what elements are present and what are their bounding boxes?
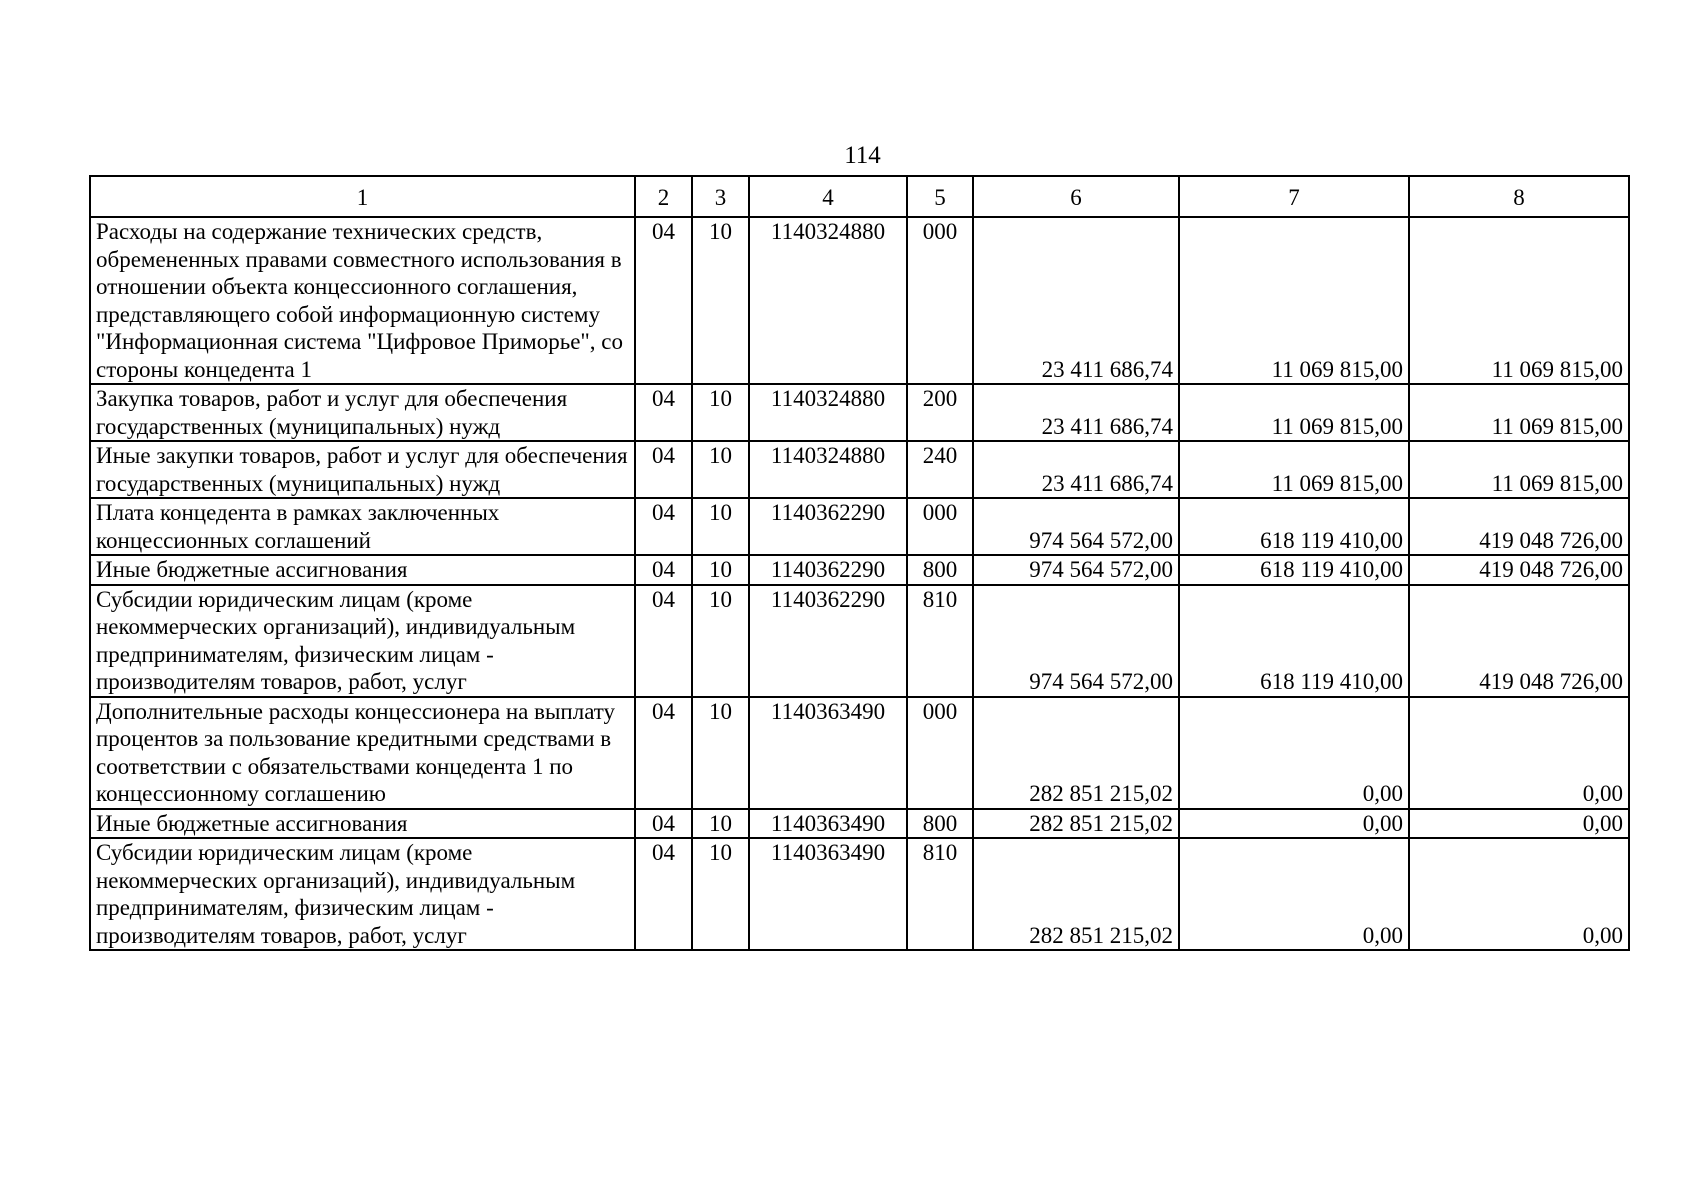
table-body bbox=[90, 176, 1629, 950]
target-article-code-cell: 1140324880 bbox=[749, 217, 907, 384]
subsection-code-cell: 10 bbox=[692, 384, 749, 441]
amount-col8-cell: 0,00 bbox=[1409, 697, 1629, 809]
section-code-cell: 04 bbox=[635, 838, 692, 950]
row-name-cell: Иные бюджетные ассигнования bbox=[90, 809, 635, 839]
expense-type-code-cell: 240 bbox=[907, 441, 973, 498]
table-row bbox=[90, 838, 1629, 950]
target-article-code-cell: 1140324880 bbox=[749, 384, 907, 441]
amount-col6-cell: 23 411 686,74 bbox=[973, 441, 1179, 498]
row-name-cell: Иные бюджетные ассигнования bbox=[90, 555, 635, 585]
row-name-cell: Дополнительные расходы концессионера на выплату процентов за пользование кредитными средствами в соответствии с обязательствами концедента 1 по концессионному соглашению bbox=[90, 697, 635, 809]
subsection-code-cell: 10 bbox=[692, 697, 749, 809]
table-row bbox=[90, 441, 1629, 498]
amount-col7-cell: 0,00 bbox=[1179, 838, 1409, 950]
subsection-code-cell: 10 bbox=[692, 585, 749, 697]
subsection-code-cell: 10 bbox=[692, 441, 749, 498]
amount-col7-cell: 11 069 815,00 bbox=[1179, 441, 1409, 498]
target-article-code-cell: 1140362290 bbox=[749, 498, 907, 555]
target-article-code-cell: 1140362290 bbox=[749, 555, 907, 585]
section-code-cell: 04 bbox=[635, 441, 692, 498]
table-row bbox=[90, 809, 1629, 839]
table-row bbox=[90, 697, 1629, 809]
target-article-code-cell: 1140363490 bbox=[749, 809, 907, 839]
section-code-cell: 04 bbox=[635, 217, 692, 384]
section-code-cell: 04 bbox=[635, 555, 692, 585]
table-row bbox=[90, 384, 1629, 441]
amount-col8-cell: 419 048 726,00 bbox=[1409, 498, 1629, 555]
row-name-cell: Субсидии юридическим лицам (кроме некоммерческих организаций), индивидуальным предпринимателям, физическим лицам - производителям товаров, работ, услуг bbox=[90, 838, 635, 950]
amount-col8-cell: 0,00 bbox=[1409, 809, 1629, 839]
amount-col8-cell: 11 069 815,00 bbox=[1409, 384, 1629, 441]
section-code-cell: 04 bbox=[635, 585, 692, 697]
row-name-cell: Закупка товаров, работ и услуг для обеспечения государственных (муниципальных) нужд bbox=[90, 384, 635, 441]
amount-col7-cell: 11 069 815,00 bbox=[1179, 217, 1409, 384]
amount-col6-cell: 974 564 572,00 bbox=[973, 555, 1179, 585]
table-row bbox=[90, 498, 1629, 555]
amount-col6-cell: 282 851 215,02 bbox=[973, 697, 1179, 809]
amount-col6-cell: 23 411 686,74 bbox=[973, 217, 1179, 384]
column-header-6: 6 bbox=[973, 176, 1179, 217]
page-number: 114 bbox=[844, 142, 881, 169]
amount-col8-cell: 11 069 815,00 bbox=[1409, 217, 1629, 384]
amount-col8-cell: 419 048 726,00 bbox=[1409, 585, 1629, 697]
amount-col8-cell: 0,00 bbox=[1409, 838, 1629, 950]
expense-type-code-cell: 800 bbox=[907, 555, 973, 585]
column-header-2: 2 bbox=[635, 176, 692, 217]
amount-col7-cell: 618 119 410,00 bbox=[1179, 498, 1409, 555]
row-name-cell: Расходы на содержание технических средств, обремененных правами совместного использования в отношении объекта концессионного соглашения, представляющего собой информационную систему "Информационная система "Цифровое Приморье", со стороны концедента 1 bbox=[90, 217, 635, 384]
amount-col6-cell: 23 411 686,74 bbox=[973, 384, 1179, 441]
table-row bbox=[90, 217, 1629, 384]
amount-col6-cell: 974 564 572,00 bbox=[973, 585, 1179, 697]
amount-col6-cell: 974 564 572,00 bbox=[973, 498, 1179, 555]
column-header-8: 8 bbox=[1409, 176, 1629, 217]
section-code-cell: 04 bbox=[635, 498, 692, 555]
expense-type-code-cell: 810 bbox=[907, 838, 973, 950]
column-header-1: 1 bbox=[90, 176, 635, 217]
amount-col7-cell: 618 119 410,00 bbox=[1179, 585, 1409, 697]
expense-type-code-cell: 000 bbox=[907, 498, 973, 555]
row-name-cell: Плата концедента в рамках заключенных концессионных соглашений bbox=[90, 498, 635, 555]
target-article-code-cell: 1140363490 bbox=[749, 838, 907, 950]
subsection-code-cell: 10 bbox=[692, 809, 749, 839]
expense-type-code-cell: 810 bbox=[907, 585, 973, 697]
column-header-4: 4 bbox=[749, 176, 907, 217]
section-code-cell: 04 bbox=[635, 384, 692, 441]
subsection-code-cell: 10 bbox=[692, 498, 749, 555]
budget-table bbox=[89, 175, 1630, 951]
amount-col7-cell: 0,00 bbox=[1179, 809, 1409, 839]
table-row bbox=[90, 585, 1629, 697]
expense-type-code-cell: 000 bbox=[907, 697, 973, 809]
target-article-code-cell: 1140324880 bbox=[749, 441, 907, 498]
amount-col6-cell: 282 851 215,02 bbox=[973, 838, 1179, 950]
amount-col7-cell: 0,00 bbox=[1179, 697, 1409, 809]
row-name-cell: Субсидии юридическим лицам (кроме некоммерческих организаций), индивидуальным предпринимателям, физическим лицам - производителям товаров, работ, услуг bbox=[90, 585, 635, 697]
subsection-code-cell: 10 bbox=[692, 838, 749, 950]
column-header-3: 3 bbox=[692, 176, 749, 217]
subsection-code-cell: 10 bbox=[692, 555, 749, 585]
amount-col8-cell: 11 069 815,00 bbox=[1409, 441, 1629, 498]
column-number-row bbox=[90, 176, 1629, 217]
column-header-7: 7 bbox=[1179, 176, 1409, 217]
subsection-code-cell: 10 bbox=[692, 217, 749, 384]
expense-type-code-cell: 000 bbox=[907, 217, 973, 384]
section-code-cell: 04 bbox=[635, 809, 692, 839]
column-header-5: 5 bbox=[907, 176, 973, 217]
target-article-code-cell: 1140363490 bbox=[749, 697, 907, 809]
expense-type-code-cell: 800 bbox=[907, 809, 973, 839]
amount-col7-cell: 11 069 815,00 bbox=[1179, 384, 1409, 441]
amount-col7-cell: 618 119 410,00 bbox=[1179, 555, 1409, 585]
expense-type-code-cell: 200 bbox=[907, 384, 973, 441]
section-code-cell: 04 bbox=[635, 697, 692, 809]
target-article-code-cell: 1140362290 bbox=[749, 585, 907, 697]
table-row bbox=[90, 555, 1629, 585]
amount-col6-cell: 282 851 215,02 bbox=[973, 809, 1179, 839]
amount-col8-cell: 419 048 726,00 bbox=[1409, 555, 1629, 585]
row-name-cell: Иные закупки товаров, работ и услуг для обеспечения государственных (муниципальных) нужд bbox=[90, 441, 635, 498]
